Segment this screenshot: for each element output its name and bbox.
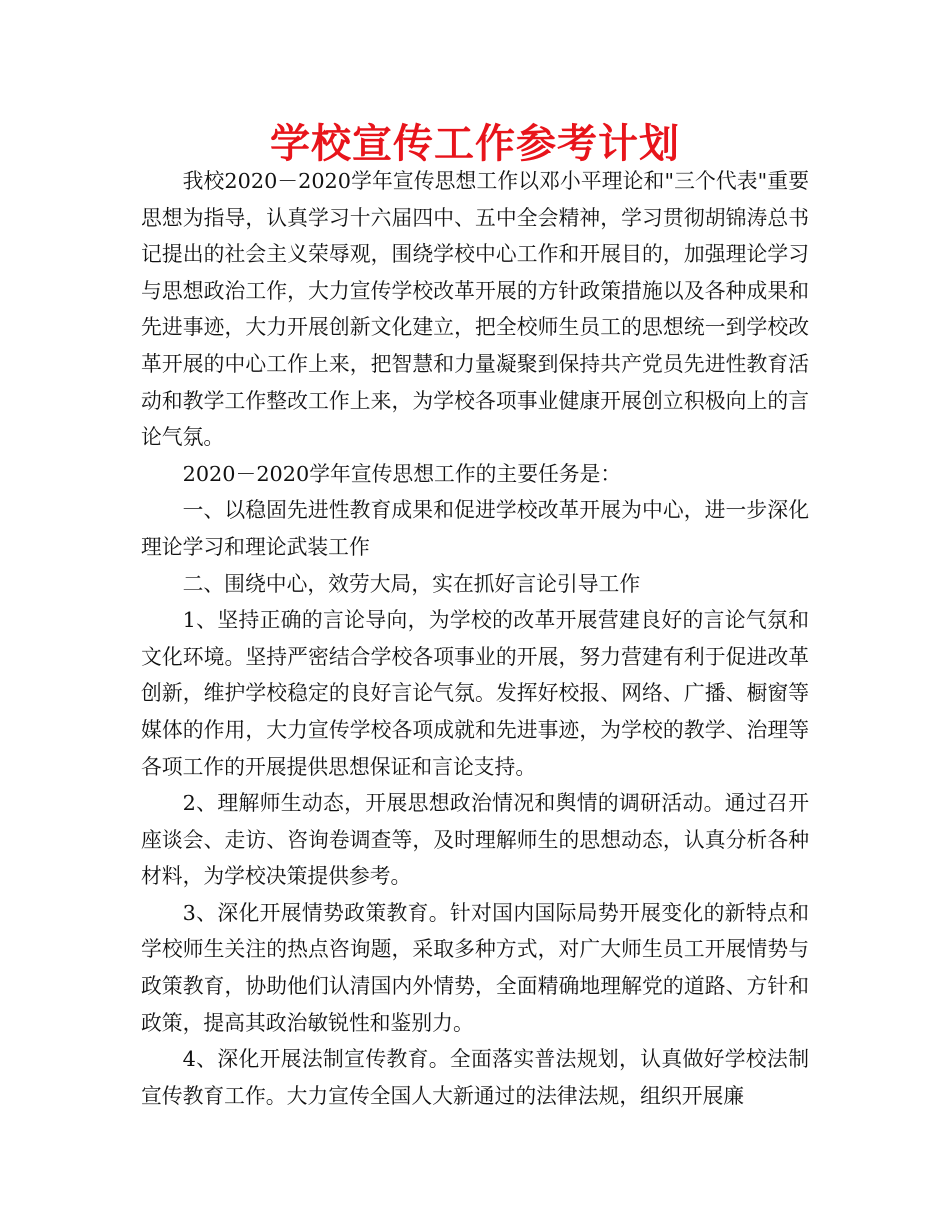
paragraph-intro: 我校2020－2020学年宣传思想工作以邓小平理论和"三个代表"重要思想为指导，认真学习十六届四中、五中全会精神，学习贯彻胡锦涛总书记提出的社会主义荣辱观，围绕学校中心工作和开展目的，加强理论学习与思想政治工作，大力宣传学校改革开展的方针政策措施以及各种成果和先进事迹，大力开展创新文化建立，把全校师生员工的思想统一到学校改革开展的中心工作上来，把智慧和力量凝聚到保持共产党员先进性教育活动和教学工作整改工作上来，为学校各项事业健康开展创立积极向上的言论气氛。 — [141, 169, 809, 450]
paragraph-item-3: 3、深化开展情势政策教育。针对国内国际局势开展变化的新特点和学校师生关注的热点咨询题，采取多种方式，对广大师生员工开展情势与政策教育，协助他们认清国内外情势，全面精确地理解党的道路、方针和政策，提高其政治敏锐性和鉴别力。 — [141, 900, 809, 1035]
paragraph-task-two: 二、围绕中心，效劳大局，实在抓好言论引导工作 — [182, 571, 641, 596]
document-body — [141, 163, 809, 1114]
paragraph-item-2: 2、理解师生动态，开展思想政治情况和舆情的调研活动。通过召开座谈会、走访、咨询卷调查等，及时理解师生的思想动态，认真分析各种材料，为学校决策提供参考。 — [141, 791, 809, 889]
document-title: 学校宣传工作参考计划 — [270, 121, 680, 167]
paragraph-main-tasks: 2020－2020学年宣传思想工作的主要任务是： — [182, 461, 622, 486]
paragraph-task-one: 一、以稳固先进性教育成果和促进学校改革开展为中心，进一步深化理论学习和理论武装工作 — [141, 498, 809, 559]
paragraph-item-4: 4、深化开展法制宣传教育。全面落实普法规划，认真做好学校法制宣传教育工作。大力宣传全国人大新通过的法律法规，组织开展廉 — [141, 1047, 809, 1108]
paragraph-item-1: 1、坚持正确的言论导向，为学校的改革开展营建良好的言论气氛和文化环境。坚持严密结合学校各项事业的开展，努力营建有利于促进改革创新，维护学校稳定的良好言论气氛。发挥好校报、网络、广播、橱窗等媒体的作用，大力宣传学校各项成就和先进事迹，为学校的教学、治理等各项工作的开展提供思想保证和言论支持。 — [141, 608, 809, 779]
